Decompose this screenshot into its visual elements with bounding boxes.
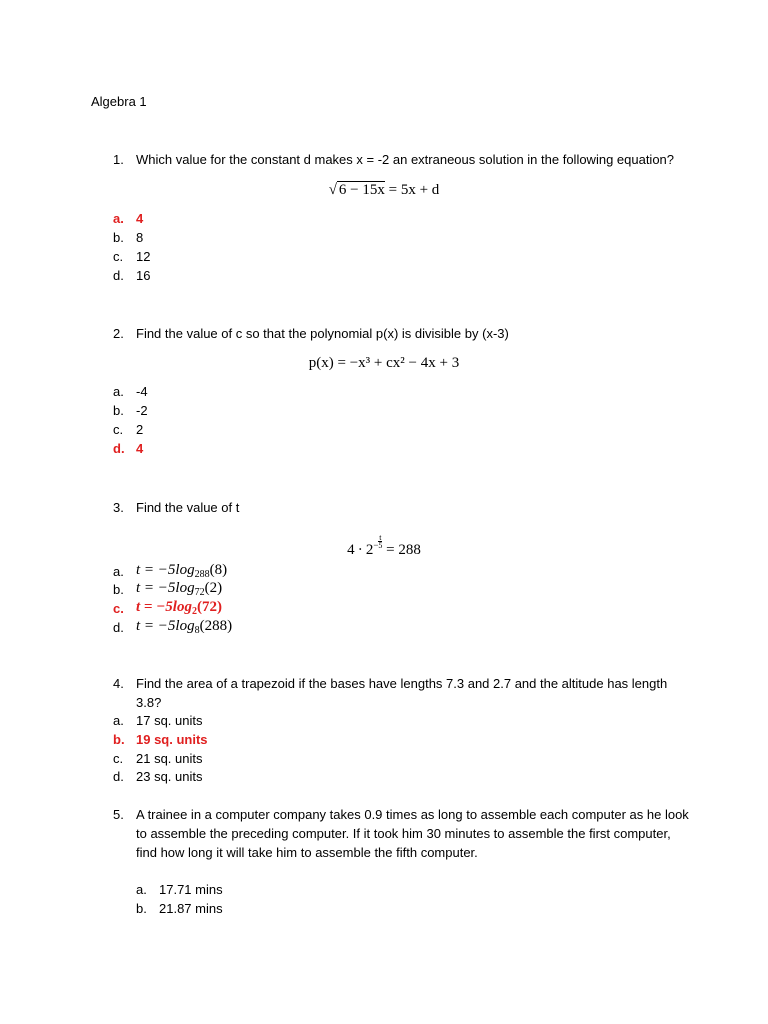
question-text-line: 3.8?: [136, 695, 162, 710]
question-text-line: to assemble the preceding computer. If it took him 30 minutes to assemble the first computer,: [136, 826, 671, 841]
log-base: 8: [194, 625, 200, 636]
option-text: [136, 618, 232, 636]
option-text: [136, 562, 227, 580]
option-letter: b.: [113, 230, 124, 245]
option-text: 2: [136, 422, 144, 437]
exponent-sign: −: [373, 540, 379, 550]
log-expression: t = −5log: [136, 599, 192, 615]
option-letter: c.: [113, 601, 124, 616]
equation: p(x) = −x³ + cx² − 4x + 3: [308, 355, 460, 371]
option-letter: d.: [113, 620, 124, 635]
option-letter: d.: [113, 441, 125, 456]
log-argument: (2): [204, 580, 223, 596]
question-number: 4.: [113, 676, 124, 691]
equation-rhs: = 5x + d: [388, 182, 440, 198]
option-text: [136, 599, 222, 617]
log-argument: (8): [209, 562, 228, 578]
question-text: Which value for the constant d makes x = -2 an extraneous solution in the following equation?: [136, 152, 675, 167]
question-text-line: A trainee in a computer company takes 0.9 times as long to assemble each computer as he look: [136, 807, 689, 822]
log-expression: t = −5log: [136, 562, 195, 578]
option-letter: b.: [136, 901, 147, 916]
log-expression: t = −5log: [136, 618, 195, 634]
question-number: 2.: [113, 326, 124, 341]
radical-sign: √: [328, 182, 337, 198]
option-letter: b.: [113, 732, 125, 747]
option-text: -4: [136, 384, 148, 399]
option-letter: b.: [113, 403, 124, 418]
log-base: 2: [191, 606, 197, 617]
exponent-numerator: t: [379, 533, 382, 542]
option-text: 8: [136, 230, 144, 245]
option-letter: c.: [113, 751, 124, 766]
document-title: Algebra 1: [91, 94, 147, 109]
question-text-line: Find the area of a trapezoid if the bases have lengths 7.3 and 2.7 and the altitude has length: [136, 676, 668, 691]
question-text: Find the value of t: [136, 500, 240, 515]
equation: [0, 181, 768, 199]
option-text: 17 sq. units: [136, 713, 203, 728]
option-letter: d.: [113, 268, 124, 283]
log-base: 288: [194, 569, 210, 580]
equation-rhs: = 288: [382, 542, 421, 558]
option-letter: d.: [113, 769, 124, 784]
option-letter: c.: [113, 422, 124, 437]
equation-base: 4 ∙ 2: [347, 542, 374, 558]
option-letter: c.: [113, 249, 124, 264]
log-base: 72: [194, 587, 205, 598]
option-text: [136, 580, 222, 598]
option-letter: a.: [113, 211, 124, 226]
option-text: 21.87 mins: [159, 901, 223, 916]
log-argument: (72): [196, 599, 222, 615]
option-text: 23 sq. units: [136, 769, 203, 784]
option-letter: a.: [113, 713, 124, 728]
option-text: 4: [136, 441, 144, 456]
option-text: 16: [136, 268, 151, 283]
question-text-line: find how long it will take him to assemble the fifth computer.: [136, 845, 478, 860]
option-letter: b.: [113, 582, 124, 597]
log-expression: t = −5log: [136, 580, 195, 596]
radicand: 6 − 15x: [338, 182, 385, 198]
option-text: 17.71 mins: [159, 882, 223, 897]
option-text: 4: [136, 211, 144, 226]
option-letter: a.: [113, 564, 124, 579]
log-argument: (288): [199, 618, 233, 634]
equation: [0, 534, 768, 559]
option-text: -2: [136, 403, 148, 418]
option-text: 19 sq. units: [136, 732, 208, 747]
question-text: Find the value of c so that the polynomial p(x) is divisible by (x-3): [136, 326, 509, 341]
option-text: 21 sq. units: [136, 751, 203, 766]
option-text: 12: [136, 249, 151, 264]
question-number: 5.: [113, 807, 124, 822]
exponent-denominator: 5: [378, 541, 383, 550]
option-letter: a.: [136, 882, 147, 897]
question-number: 3.: [113, 500, 124, 515]
option-letter: a.: [113, 384, 124, 399]
question-number: 1.: [113, 152, 124, 167]
